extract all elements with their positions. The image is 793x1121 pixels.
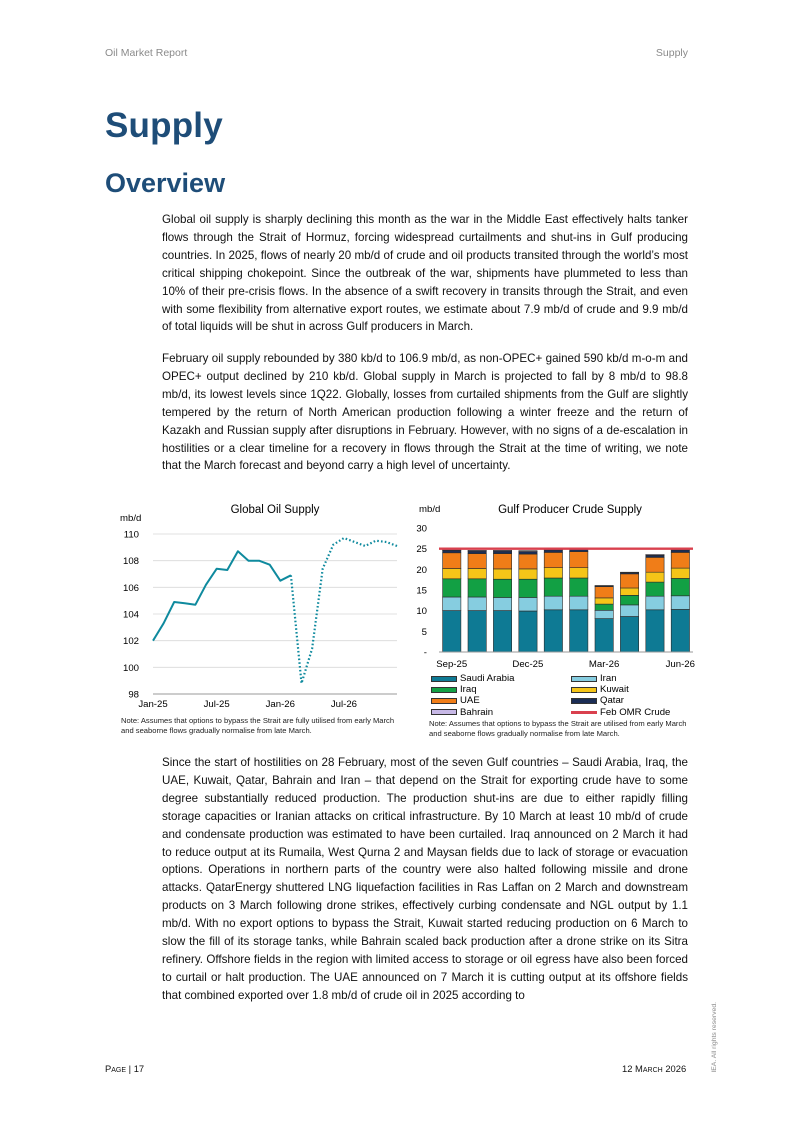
bar-segment-iraq [620,595,638,605]
legend-swatch [431,698,457,704]
y-tick-label: 104 [122,609,139,621]
bar-segment-iraq [646,582,664,596]
bar-segment-kuwait [646,572,664,582]
y-tick-label: 15 [416,585,427,597]
bar-segment-kuwait [595,598,613,604]
legend-label: Iran [600,673,617,684]
chart-note: Note: Assumes that options to bypass the Strait are utilised from early March and seaborne flows gradually normalise from late March. [429,719,687,738]
legend-swatch [571,698,597,704]
paragraph-3: Since the start of hostilities on 28 February, most of the seven Gulf countries – Saudi Arabia, Iraq, the UAE, Kuwait, Qatar, Bahrain and Iran – that depend on the Strait for exporting crude have to some degree substantially reduced production. The production shut-ins are due to either rapidly filling storage capacities or Iranian attacks on critical infrastructure. By 10 March at least 10 mb/d of crude and condensate production was estimated to have been curtailed. Iraq announced on 2 March it had to reduce output at its Rumaila, West Qurna 2 and Maysan fields due to lack of storage or evacuation options. Operations in northern parts of the country were also halted following missile and drone attacks. QatarEnergy shuttered LNG liquefaction facilities in Ras Laffan on 2 March and downstream products on 3 March following drone strikes, effectively curbing condensate and NGL output by 1.1 mb/d. With no export options to bypass the Strait, Kuwait started reducing production on 6 March to slow the fill of its storage tanks, while Bahrain scaled back production after a drone strike on its Sitra refinery. Offshore fields in the region with limited access to storage or oil egress have also been forced to curtail or halt production. The UAE announced on 7 March it is cutting output at its offshore fields that combined exported over 1.8 mb/d of crude oil in 2025 according to [162,756,688,1002]
bar-segment-iran [468,597,486,611]
x-tick-label: Sep-25 [436,659,468,670]
legend-swatch [431,676,457,682]
legend-item [571,707,701,718]
bar-segment-qatar [493,551,511,554]
bar-segment-uae [544,552,562,567]
legend-label: Kuwait [600,684,629,696]
bar-segment-qatar [519,552,537,555]
bar-segment-iran [493,597,511,610]
legend-label: UAE [460,695,480,707]
y-tick-label: 5 [421,626,427,638]
forecast-series-line [291,538,397,683]
legend-swatch [571,676,597,682]
paragraph-1: Global oil supply is sharply declining this month as the war in the Middle East effectively halts tanker flows through the Strait of Hormuz, forcing widespread curtailments and shut-ins in Gulf producing countries. In 2025, flows of nearly 20 mb/d of crude and oil products transited through the world’s most critical shipping chokepoint. Since the outbreak of the war, shipments have plummeted to less than 10% of their pre-crisis flows. In the absence of a swift recovery in transits through the Strait, and even with some flexibility from alternative export routes, we estimate about 7.9 mb/d of crude and 9.9 mb/d of total liquids will be shut in across Gulf producers in March. [162,213,688,334]
bar-segment-saudi-arabia [544,610,562,652]
bar-segment-iran [443,597,461,611]
legend-item [431,684,571,695]
x-tick-label: Jan-25 [138,699,168,710]
x-tick-label: Jul-25 [203,699,230,710]
y-tick-label: 98 [128,689,139,701]
header-section-name: Supply [655,47,688,59]
y-tick-label: - [423,647,427,659]
bar-segment-iran [544,596,562,610]
chart-legend [431,673,701,718]
bar-segment-saudi-arabia [620,617,638,653]
bar-segment-qatar [646,555,664,557]
y-tick-label: 10 [416,606,427,618]
global-oil-supply-svg [105,498,405,713]
legend-label: Bahrain [460,706,494,718]
bar-segment-uae [493,554,511,569]
y-tick-label: 106 [122,582,139,594]
bar-segment-iran [646,596,664,610]
bar-segment-uae [443,553,461,569]
date-year: 2026 [665,1063,687,1074]
header-report-name: Oil Market Report [105,47,188,59]
bar-segment-bahrain [468,550,486,551]
legend-label: Saudi Arabia [460,673,515,684]
y-tick-label: 108 [122,556,139,568]
report-date [622,1063,686,1074]
bar-segment-iraq [570,578,588,596]
chart-title: Global Oil Supply [230,504,320,516]
legend-item [431,695,571,706]
section-title: Overview [105,168,226,198]
date-day: 12 [622,1063,633,1074]
bar-segment-qatar [468,551,486,554]
bar-segment-kuwait [468,569,486,579]
page-number-value: 17 [133,1063,145,1074]
x-tick-label: Jun-26 [665,659,695,670]
bar-segment-iraq [671,578,689,595]
y-tick-label: 102 [122,636,139,648]
bar-segment-saudi-arabia [493,611,511,652]
y-tick-label: 30 [416,523,427,535]
legend-item [431,673,571,684]
legend-swatch [431,687,457,693]
legend-label: Iraq [460,684,477,696]
legend-item [571,695,701,706]
bar-segment-qatar [671,550,689,553]
bar-segment-saudi-arabia [468,611,486,652]
bar-segment-uae [468,554,486,569]
actual-series-line [153,551,291,640]
gulf-crude-supply-chart [413,498,703,743]
y-tick-label: 100 [122,662,139,674]
legend-label: Qatar [600,695,624,707]
legend-swatch [571,711,597,714]
bar-segment-kuwait [671,568,689,578]
bar-segment-uae [646,557,664,572]
bar-segment-kuwait [620,588,638,595]
bar-segment-iran [595,610,613,618]
bar-segment-bahrain [493,550,511,551]
bar-segment-uae [671,552,689,568]
paragraph-2: February oil supply rebounded by 380 kb/d to 106.9 mb/d, as non-OPEC+ gained 590 kb/d m-o-m and OPEC+ output declined by 210 kb/d. Global supply in March is projected to fall by 8 mb/d to 98.8 mb/d, its lowest levels since 1Q22. Globally, losses from curtailed shipments from the Gulf are slightly tempered by the return of North American production following a winter freeze and the return of Kazakh and Russian supply after disruptions in February. However, with no signs of a de-escalation in hostilities or a clear timeline for a recovery in flows through the Strait at the time of writing, we note that the March forecast and beyond carry a high level of uncertainty. [162,352,688,473]
legend-item [571,673,701,684]
bar-segment-saudi-arabia [595,619,613,653]
bar-segment-kuwait [544,568,562,578]
bar-segment-bahrain [646,555,664,556]
date-month: March [635,1063,663,1074]
chart-note: Note: Assumes that options to bypass the Strait are fully utilised from early March and seaborne flows gradually normalise from late March. [121,716,395,735]
bar-segment-kuwait [443,569,461,579]
x-tick-label: Jan-26 [265,699,295,710]
bar-segment-uae [519,554,537,569]
bar-segment-saudi-arabia [570,610,588,652]
bar-segment-iraq [519,579,537,597]
bar-segment-iraq [443,579,461,597]
bar-segment-iran [570,596,588,610]
bar-segment-kuwait [493,569,511,579]
legend-swatch [431,709,457,715]
y-axis-label: mb/d [120,513,142,524]
y-tick-label: 25 [416,544,427,556]
page-title: Supply [105,106,223,145]
bar-segment-kuwait [519,569,537,579]
bar-segment-saudi-arabia [519,611,537,652]
bar-segment-uae [570,552,588,568]
x-tick-label: Mar-26 [588,659,620,670]
y-tick-label: 20 [416,564,427,576]
bar-segment-iraq [595,604,613,610]
bar-segment-uae [620,574,638,588]
bar-segment-saudi-arabia [671,609,689,652]
bar-segment-iraq [493,579,511,597]
x-tick-label: Dec-25 [512,659,544,670]
legend-item [431,707,571,718]
legend-swatch [571,687,597,693]
bar-segment-iraq [544,578,562,596]
y-axis-label: mb/d [419,504,441,515]
bar-segment-uae [595,587,613,598]
bar-segment-bahrain [519,551,537,552]
gulf-crude-supply-svg [413,498,703,673]
bar-segment-saudi-arabia [646,610,664,652]
legend-label: Feb OMR Crude [600,706,671,718]
legend-item [571,684,701,695]
page-number: Page | 17 [105,1063,145,1074]
bar-segment-qatar [544,550,562,553]
bar-segment-iran [620,605,638,617]
copyright-notice: IEA. All rights reserved. [711,1002,718,1073]
bar-segment-qatar [443,550,461,553]
global-oil-supply-chart [105,498,405,743]
page-label: Page [105,1063,127,1074]
bar-segment-saudi-arabia [443,611,461,652]
x-tick-label: Jul-26 [330,699,358,710]
y-tick-label: 110 [123,529,139,541]
bar-segment-iran [519,597,537,611]
bar-segment-iraq [468,579,486,597]
chart-title: Gulf Producer Crude Supply [498,504,642,516]
bar-segment-kuwait [570,568,588,578]
bar-segment-iran [671,596,689,610]
